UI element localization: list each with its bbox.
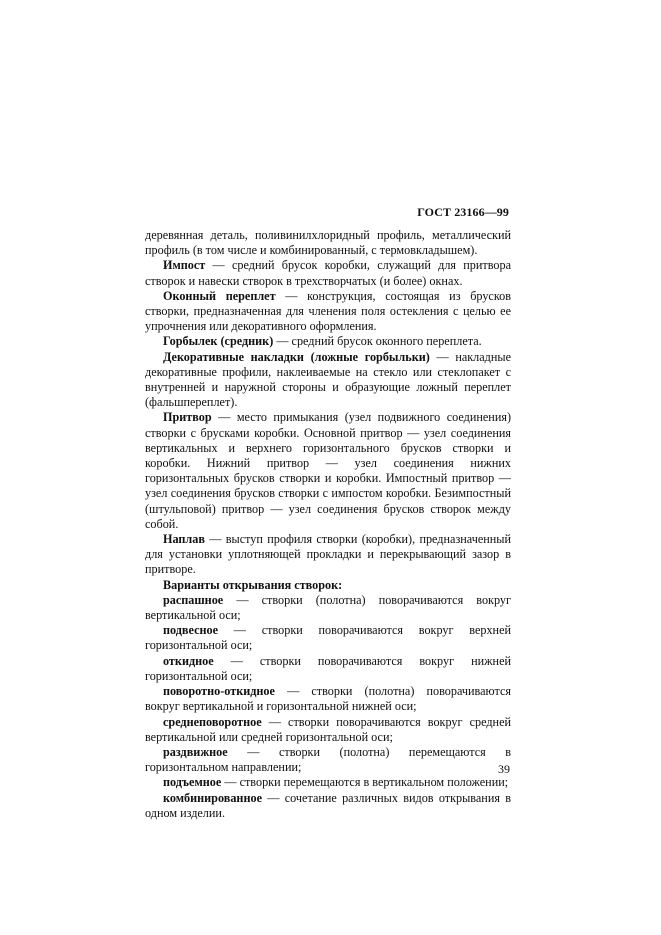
document-body bbox=[145, 228, 511, 821]
definition-text: — створки (полотна) поворачиваются вокруг вертикальной и горизонтальной нижней оси; bbox=[145, 684, 511, 714]
term: Оконный переплет bbox=[163, 288, 276, 303]
paragraph-continuation bbox=[145, 228, 511, 258]
definition-text: — створки (полотна) поворачиваются вокруг вертикальной оси; bbox=[145, 592, 511, 623]
term: откидное bbox=[163, 653, 214, 668]
definition-text: — створки поворачиваются вокруг средней вертикальной или средней горизонтальной оси; bbox=[145, 714, 511, 744]
section-heading-opening-variants bbox=[145, 578, 511, 593]
term: распашное bbox=[163, 592, 224, 607]
variant-pivot bbox=[145, 715, 511, 745]
definition-text: — место примыкания (узел подвижного соединения) створки с брусками коробки. Основной притвор — узел соединения вертикальных и верхнего горизонтального брусков створки и коробки. Нижний притвор — узел соединения нижних горизонтальных брусков створки и коробки. Импостный притвор — узел соединения брусков створки с импостом коробки. Безимпостный (штульповой) притвор — узел соединения брусков створок между собой. bbox=[145, 410, 511, 531]
term: Притвор bbox=[163, 410, 212, 425]
term: подъемное bbox=[163, 775, 222, 790]
definition-impost bbox=[145, 258, 511, 288]
variant-lifting bbox=[145, 775, 511, 790]
definition-text: — сочетание различных видов открывания в одном изделии. bbox=[145, 790, 511, 820]
definition-text: — накладные декоративные профили, наклеиваемые на стекло или стеклопакет с внутренней и наружной стороны и образующие ложный переплет (фальшпереплет). bbox=[145, 349, 511, 410]
definition-glazing-bar bbox=[145, 334, 511, 349]
variant-casement bbox=[145, 593, 511, 623]
heading: Варианты открывания створок: bbox=[163, 577, 343, 592]
definition-text: — выступ профиля створки (коробки), предназначенный для установки уплотняющей прокладки и перекрывающий зазор в притворе. bbox=[145, 532, 511, 577]
term: Декоративные накладки (ложные горбыльки) bbox=[163, 349, 430, 364]
variant-sliding bbox=[145, 745, 511, 775]
definition-overlap bbox=[145, 532, 511, 578]
paragraph-text: деревянная деталь, поливинилхлоридный профиль, металлический профиль (в том числе и комбинированный, с термовкладышем). bbox=[145, 228, 511, 258]
definition-decorative-overlays bbox=[145, 350, 511, 411]
term: среднеповоротное bbox=[163, 714, 262, 729]
definition-text: — створки (полотна) перемещаются в горизонтальном направлении; bbox=[145, 744, 511, 775]
term: раздвижное bbox=[163, 744, 228, 759]
definition-window-sash-frame bbox=[145, 289, 511, 335]
term: Горбылек (средник) bbox=[163, 334, 274, 349]
term: комбинированное bbox=[163, 790, 262, 805]
definition-rebate bbox=[145, 410, 511, 532]
definition-text: — створки поворачиваются вокруг нижней горизонтальной оси; bbox=[145, 653, 511, 683]
variant-combined bbox=[145, 791, 511, 821]
term: подвесное bbox=[163, 623, 219, 638]
term: Наплав bbox=[163, 532, 205, 547]
definition-text: — конструкция, состоящая из брусков створки, предназначенная для членения поля остекления с целью ее упрочнения или декоративного оформления. bbox=[145, 288, 511, 334]
term: Импост bbox=[163, 258, 206, 273]
term: поворотно-откидное bbox=[163, 684, 275, 699]
definition-text: — средний брусок коробки, служащий для притвора створок и навески створок в трехстворчатых (и более) окнах. bbox=[145, 258, 511, 288]
variant-bottom-hung bbox=[145, 654, 511, 684]
page-number: 39 bbox=[498, 762, 510, 776]
definition-text: — створки поворачиваются вокруг верхней горизонтальной оси; bbox=[145, 623, 511, 653]
variant-tilt-turn bbox=[145, 684, 511, 714]
variant-top-hung bbox=[145, 623, 511, 653]
document-header: ГОСТ 23166—99 bbox=[417, 205, 509, 219]
definition-text: — створки перемещаются в вертикальном положении; bbox=[221, 775, 509, 790]
definition-text: — средний брусок оконного переплета. bbox=[273, 334, 482, 349]
